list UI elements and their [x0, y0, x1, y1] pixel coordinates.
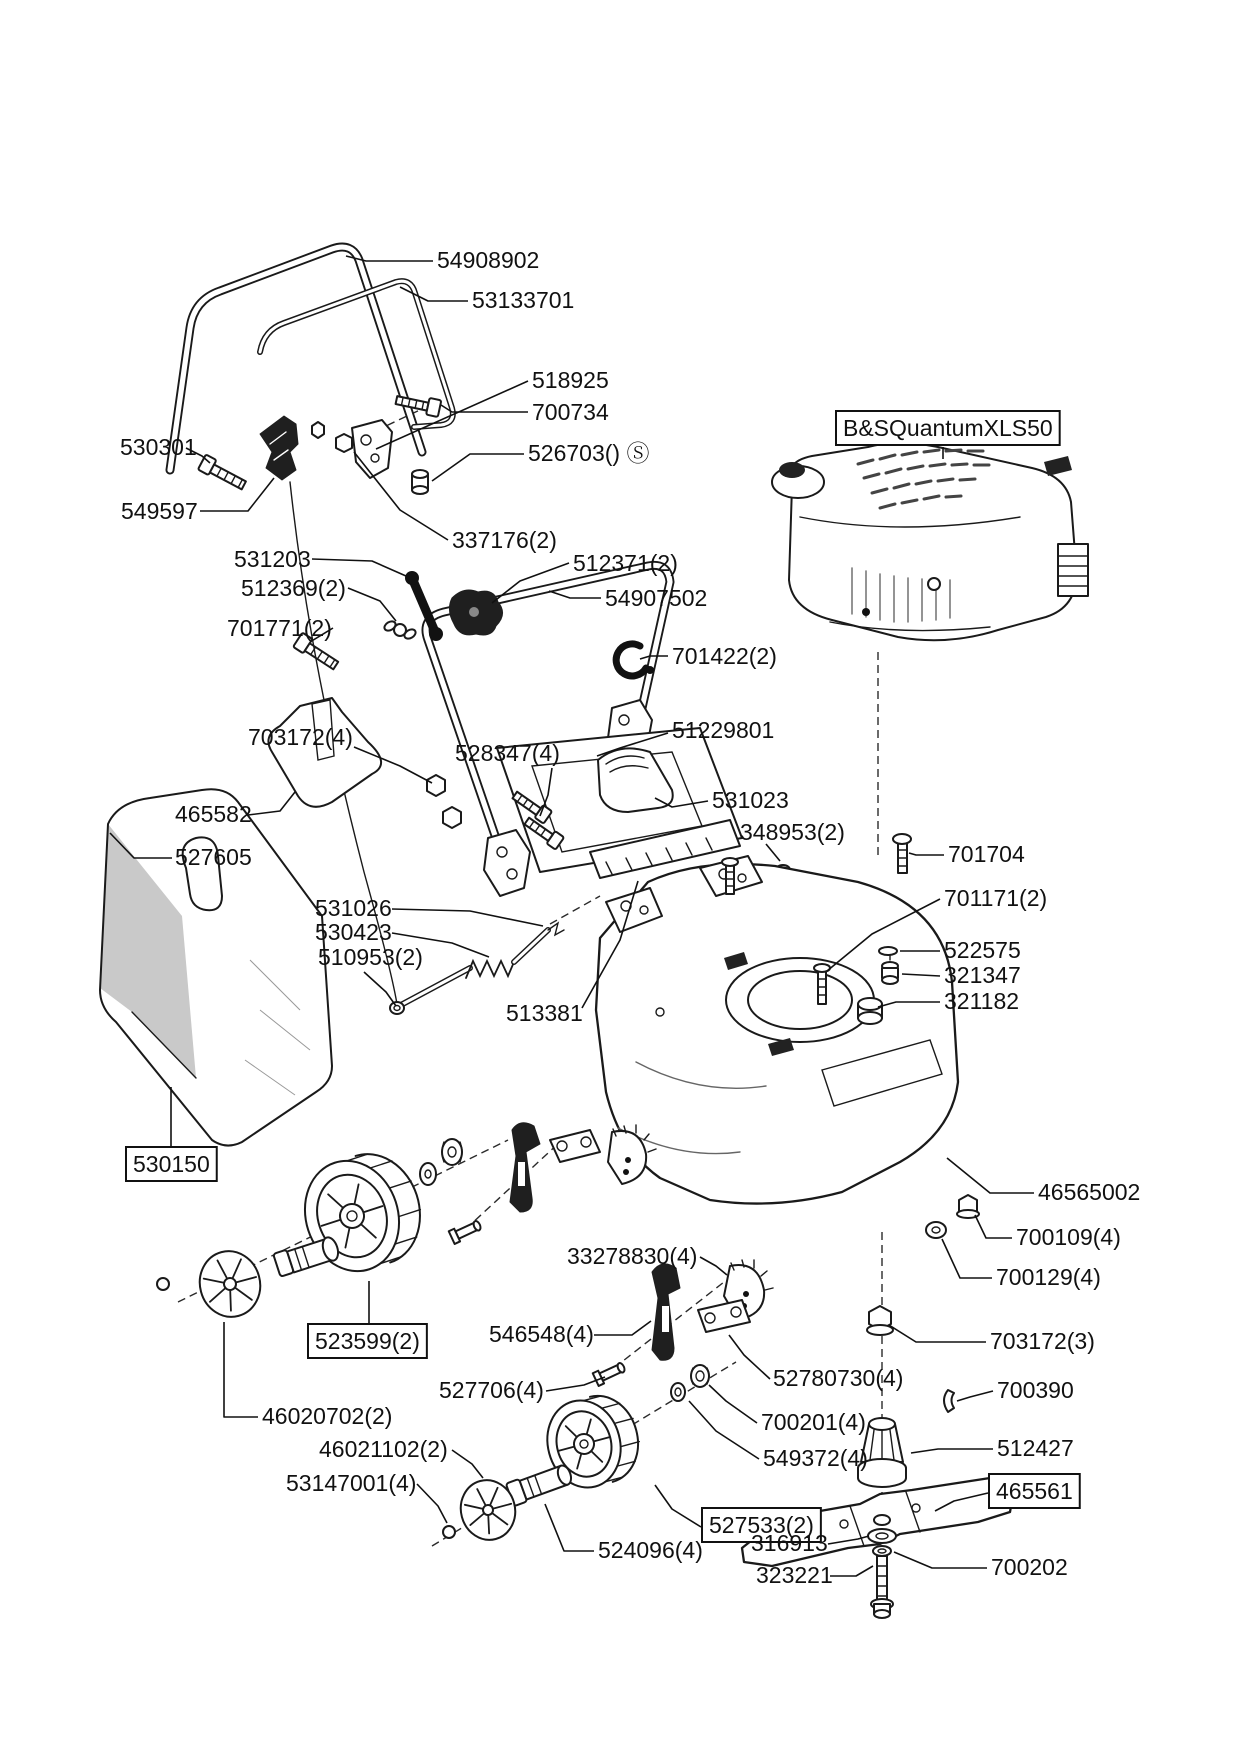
- part-label-5123712: 512371(2): [573, 550, 678, 576]
- part-label-group: [672, 643, 777, 669]
- rear-washer: [671, 1383, 685, 1401]
- part-label-group: [248, 724, 353, 750]
- blade-bolt-323221: [871, 1556, 893, 1618]
- part-label-54907502: 54907502: [605, 585, 708, 611]
- part-label-group: [175, 801, 252, 827]
- leader-701704: [909, 853, 944, 855]
- pin-527706-b: [593, 1360, 627, 1386]
- part-label-321182: 321182: [944, 988, 1020, 1014]
- handle-plate-left: [484, 830, 530, 896]
- part-label-5283474: 528347(4): [455, 740, 560, 766]
- part-label-460207022: 46020702(2): [262, 1403, 393, 1429]
- part-label-700202: 700202: [991, 1554, 1068, 1580]
- fuel-cap: [779, 462, 805, 478]
- part-label-5235992: 523599(2): [315, 1328, 420, 1354]
- leader-5275332: [655, 1485, 701, 1527]
- clip-701422: [616, 644, 646, 676]
- part-label-group: [740, 819, 845, 845]
- part-label-5109532: 510953(2): [318, 944, 423, 970]
- part-label-513381: 513381: [506, 1000, 583, 1026]
- key-700390: [944, 1390, 954, 1412]
- leader-531203: [312, 559, 406, 576]
- engine-drawing: [772, 443, 1088, 640]
- bracket-518925: [352, 420, 392, 478]
- part-label-group: [175, 844, 252, 870]
- part-label-700734: 700734: [532, 399, 609, 425]
- part-label-group: [318, 944, 423, 970]
- part-label-group: [567, 1243, 697, 1269]
- part-label-group: [991, 1554, 1068, 1580]
- leader-7001094: [975, 1215, 1012, 1238]
- leader-460207022: [224, 1322, 258, 1417]
- leader-3489532: [766, 844, 780, 861]
- leader-5240964: [545, 1504, 594, 1551]
- nut-510953: [390, 1002, 404, 1014]
- part-label-group: [241, 575, 346, 601]
- deck-46565002-drawing: [596, 834, 979, 1238]
- part-label-group: [315, 895, 392, 921]
- part-label-3489532: 348953(2): [740, 819, 845, 845]
- part-label-51229801: 51229801: [672, 717, 775, 743]
- part-label-group: [1038, 1179, 1140, 1205]
- part-label-7001294: 700129(4): [996, 1264, 1101, 1290]
- part-label-group: [990, 1328, 1095, 1354]
- part-label-BSQuantumXLS50: B&SQuantumXLS50: [843, 415, 1053, 441]
- rear-axle-524096: [506, 1462, 574, 1506]
- leader-531470014: [417, 1484, 447, 1523]
- part-label-group: [455, 740, 560, 766]
- leader-460211022: [452, 1450, 483, 1478]
- push-cap-53147001: [443, 1526, 455, 1538]
- part-label-group: [506, 1000, 583, 1026]
- part-label-5123692: 512369(2): [241, 575, 346, 601]
- part-label-321347: 321347: [944, 962, 1021, 988]
- part-label-group: [315, 919, 392, 945]
- part-label-46565002: 46565002: [1038, 1179, 1141, 1205]
- part-label-group: [439, 1377, 544, 1403]
- part-label-531023: 531023: [712, 787, 789, 813]
- part-label-531026: 531026: [315, 895, 392, 921]
- part-label-5240964: 524096(4): [598, 1537, 703, 1563]
- front-bearing: [442, 1139, 462, 1165]
- handle-hardware-drawing: [198, 391, 441, 494]
- control-lever-549597: [260, 416, 298, 480]
- rear-bearing: [691, 1365, 709, 1387]
- bolt-701704: [893, 834, 911, 873]
- part-label-316913: 316913: [751, 1530, 828, 1556]
- part-label-group: [573, 550, 678, 576]
- part-label-527807304: 52780730(4): [773, 1365, 904, 1391]
- leader-700390: [957, 1391, 993, 1401]
- leader-512427: [911, 1449, 993, 1453]
- part-label-53133701: 53133701: [472, 287, 575, 313]
- deflector-465582-drawing: [268, 698, 381, 807]
- part-label-54908902: 54908902: [437, 247, 540, 273]
- part-label-549597: 549597: [121, 498, 198, 524]
- front-axle-bolt: [273, 1234, 341, 1277]
- leader-7001294: [942, 1239, 992, 1278]
- part-label-group: [528, 440, 649, 466]
- part-label-group: [452, 527, 557, 553]
- leader-323221: [830, 1566, 873, 1576]
- part-label-5493724: 549372(4): [763, 1445, 868, 1471]
- part-label-7014222: 701422(2): [672, 643, 777, 669]
- leader-526703: [432, 454, 524, 481]
- part-label-7031723: 703172(3): [990, 1328, 1095, 1354]
- part-label-group: [944, 937, 1021, 963]
- leader-5123692: [348, 588, 396, 621]
- leader-700202: [894, 1552, 987, 1568]
- part-label-group: [997, 1377, 1074, 1403]
- part-label-group: [120, 434, 197, 460]
- cable-spring-530423: [466, 961, 514, 978]
- part-label-465561: 465561: [996, 1478, 1073, 1504]
- washer-522575: [879, 947, 897, 955]
- leader-5493724: [689, 1401, 759, 1459]
- washer-700202: [873, 1546, 891, 1556]
- part-label-group: [712, 787, 789, 813]
- leader-7031723: [889, 1325, 986, 1342]
- part-label-465582: 465582: [175, 801, 252, 827]
- part-label-701704: 701704: [948, 841, 1025, 867]
- push-cap-ball: [157, 1278, 169, 1290]
- leader-332788304: [700, 1257, 727, 1275]
- part-label-group: [227, 615, 332, 641]
- part-label-group: [944, 988, 1019, 1014]
- part-label-526703: 526703() Ⓢ: [528, 440, 650, 466]
- part-label-group: [997, 1435, 1074, 1461]
- part-label-512427: 512427: [997, 1435, 1074, 1461]
- leader-54907502: [549, 591, 601, 598]
- part-label-5275332: 527533(2): [709, 1512, 814, 1538]
- part-label-group: [437, 247, 539, 273]
- pin-527706-a: [449, 1218, 483, 1244]
- part-label-group: [989, 1474, 1080, 1508]
- part-label-group: [773, 1365, 903, 1391]
- part-label-group: [598, 1537, 703, 1563]
- part-label-530150: 530150: [133, 1151, 210, 1177]
- part-label-group: [489, 1321, 594, 1347]
- part-label-518925: 518925: [532, 367, 609, 393]
- part-label-332788304: 33278830(4): [567, 1243, 698, 1269]
- boss-321182: [858, 998, 882, 1024]
- part-label-531203: 531203: [234, 546, 311, 572]
- part-label-group: [944, 885, 1047, 911]
- wingnut-512369: [394, 624, 406, 636]
- part-label-7017712: 701771(2): [227, 615, 332, 641]
- part-label-527605: 527605: [175, 844, 252, 870]
- nut-703172-a: [427, 775, 445, 796]
- part-label-group: [308, 1324, 427, 1358]
- part-label-7011712: 701171(2): [944, 885, 1048, 911]
- part-label-530423: 530423: [315, 919, 392, 945]
- part-label-group: [121, 498, 198, 524]
- cable-fitting-526703: [412, 470, 428, 494]
- washer-316913: [868, 1529, 896, 1543]
- leader-531026: [392, 909, 543, 926]
- leader-465582: [248, 792, 295, 815]
- grass-bag-drawing: [100, 789, 332, 1145]
- part-label-7002014: 700201(4): [761, 1409, 866, 1435]
- part-label-group: [672, 717, 774, 743]
- part-label-group: [605, 585, 707, 611]
- height-adjuster-set-a-drawing: [449, 1123, 656, 1244]
- part-label-460211022: 46021102(2): [319, 1436, 448, 1462]
- part-label-530301: 530301: [120, 434, 197, 460]
- washer-700129: [926, 1222, 946, 1238]
- part-label-group: [763, 1445, 868, 1471]
- small-nut: [312, 422, 324, 438]
- part-label-group: [1016, 1224, 1121, 1250]
- part-label-522575: 522575: [944, 937, 1021, 963]
- part-label-3371762: 337176(2): [452, 527, 557, 553]
- part-label-group: [948, 841, 1025, 867]
- part-label-group: [472, 287, 574, 313]
- leader-5465484: [594, 1321, 651, 1335]
- front-washer: [420, 1163, 436, 1185]
- leader-46565002: [947, 1158, 1034, 1193]
- part-label-group: [532, 367, 609, 393]
- part-label-7001094: 700109(4): [1016, 1224, 1121, 1250]
- nut-337176: [336, 434, 352, 452]
- height-adjuster-set-b-drawing: [593, 1260, 773, 1386]
- part-label-group: [319, 1436, 448, 1462]
- hubcap-46020702: [192, 1244, 267, 1323]
- part-label-group: [126, 1147, 217, 1181]
- bolt-530301: [198, 454, 248, 492]
- part-label-700390: 700390: [997, 1377, 1074, 1403]
- part-label-group: [944, 962, 1021, 988]
- part-label-323221: 323221: [756, 1562, 833, 1588]
- part-label-group: [996, 1264, 1101, 1290]
- nut-703172-b: [443, 807, 461, 828]
- part-label-group: [836, 411, 1060, 445]
- part-label-group: [756, 1562, 833, 1588]
- part-label-7031724: 703172(4): [248, 724, 353, 750]
- leader-7002014: [709, 1385, 757, 1423]
- leader-527807304: [729, 1335, 770, 1379]
- part-label-group: [532, 399, 609, 425]
- part-label-group: [262, 1403, 392, 1429]
- part-label-5277064: 527706(4): [439, 1377, 544, 1403]
- part-label-group: [234, 546, 311, 572]
- part-label-group: [751, 1530, 828, 1556]
- part-label-group: [286, 1470, 416, 1496]
- part-label-group: [761, 1409, 866, 1435]
- engine-latch: [1044, 456, 1072, 476]
- part-label-531470014: 53147001(4): [286, 1470, 417, 1496]
- part-label-5465484: 546548(4): [489, 1321, 594, 1347]
